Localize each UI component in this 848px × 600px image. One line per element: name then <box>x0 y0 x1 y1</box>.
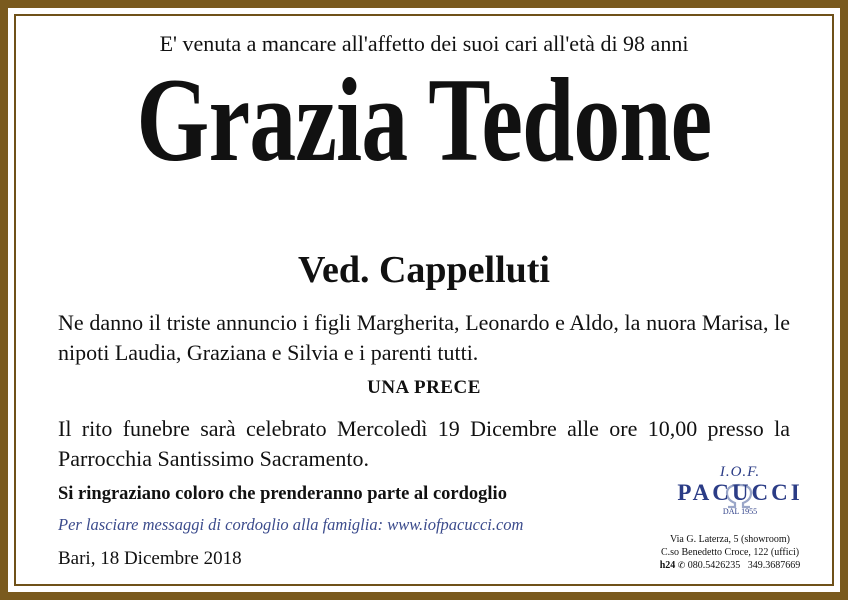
intro-text: E' venuta a mancare all'affetto dei suoi cari all'età di 98 anni <box>159 31 689 56</box>
agency-name: PACUCCI <box>677 480 803 505</box>
prayer-heading: UNA PRECE <box>367 377 481 398</box>
agency-logo <box>660 464 820 516</box>
agency-since: DAL 1955 <box>722 507 758 516</box>
deceased-name: Grazia Tedone <box>136 53 712 186</box>
h24-label: h24 <box>659 560 676 571</box>
agency-prefix: I.O.F. <box>719 464 761 480</box>
widow-subtitle: Ved. Cappelluti <box>298 249 550 291</box>
condolence-link[interactable]: Per lasciare messaggi di cordoglio alla famiglia: www.iofpacucci.com <box>58 515 524 534</box>
thanks-line: Si ringraziano coloro che prenderanno parte al cordoglio <box>58 484 507 504</box>
agency-address <box>640 533 820 572</box>
phone-1[interactable]: 080.5426235 <box>687 560 741 571</box>
agency-phones <box>640 559 820 572</box>
agency-name-wrap <box>660 481 820 505</box>
notice-date: Bari, 18 Dicembre 2018 <box>58 548 242 569</box>
address-showroom: Via G. Laterza, 5 (showroom) <box>670 534 790 545</box>
address-office: C.so Benedetto Croce, 122 (uffici) <box>660 547 800 558</box>
announcement-paragraph: Ne danno il triste annuncio i figli Margherita, Leonardo e Aldo, la nuora Marisa, le nipoti Laudia, Graziana e Silvia e i parenti tutti. <box>58 310 790 365</box>
funeral-paragraph: Il rito funebre sarà celebrato Mercoledì 19 Dicembre alle ore 10,00 presso la Parrocchia Santissimo Sacramento. <box>58 416 790 471</box>
phone-icon: ✆ <box>677 560 686 570</box>
phone-2[interactable]: 349.3687669 <box>747 560 801 571</box>
